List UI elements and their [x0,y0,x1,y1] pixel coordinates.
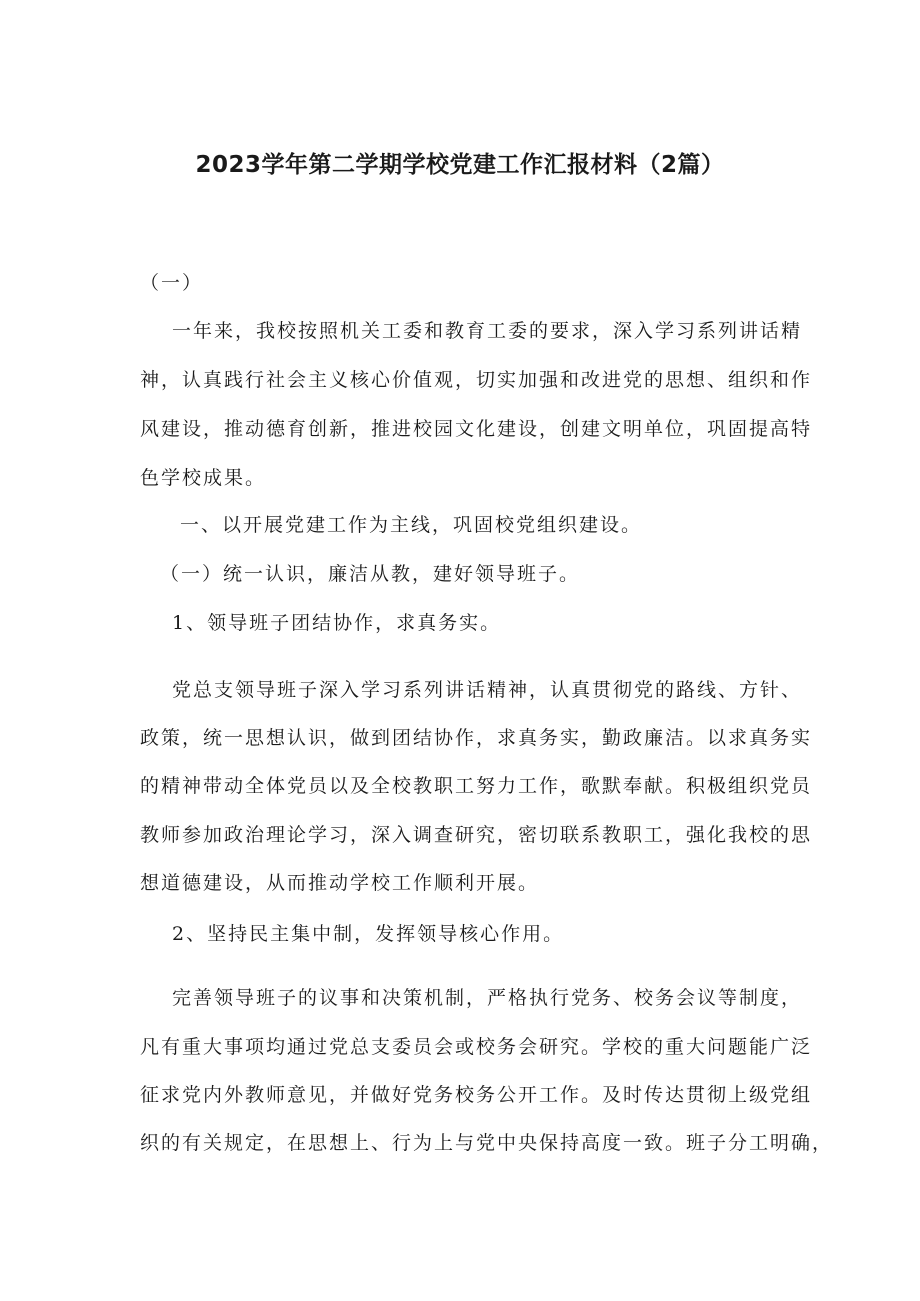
section-marker: （一） [140,272,204,294]
item-1-paragraph-line: 教师参加政治理论学习，深入调查研究，密切联系教职工，强化我校的思 [140,824,813,846]
item-heading: 1、领导班子团结协作，求真务实。 [172,612,502,634]
item-2-paragraph-line: 征求党内外教师意见，并做好党务校务公开工作。及时传达贯彻上级党组 [140,1084,813,1106]
intro-paragraph-line: 神，认真践行社会主义核心价值观，切实加强和改进党的思想、组织和作 [140,369,813,391]
item-2-paragraph-line: 凡有重大事项均通过党总支委员会或校务会研究。学校的重大问题能广泛 [140,1036,813,1058]
intro-paragraph-line: 风建设，推动德育创新，推进校园文化建设，创建文明单位，巩固提高特 [140,418,813,440]
subsection-heading: （一）统一认识，廉洁从教，建好领导班子。 [160,563,581,585]
intro-paragraph-line: 一年来，我校按照机关工委和教育工委的要求，深入学习系列讲话精 [172,320,803,342]
intro-paragraph-line: 色学校成果。 [140,467,267,489]
item-2-paragraph-line: 完善领导班子的议事和决策机制，严格执行党务、校务会议等制度， [172,987,803,1009]
item-1-paragraph-line: 政策，统一思想认识，做到团结协作，求真务实，勤政廉洁。以求真务实 [140,727,813,749]
item-1-paragraph-line: 的精神带动全体党员以及全校教职工努力工作，歌默奉献。积极组织党员 [140,775,813,797]
item-1-paragraph-line: 想道德建设，从而推动学校工作顺利开展。 [140,872,540,894]
item-heading: 2、坚持民主集中制，发挥领导核心作用。 [172,923,565,945]
document-title: 2023学年第二学期学校党建工作汇报材料（2篇） [195,152,725,178]
section-heading: 一、以开展党建工作为主线，巩固校党组织建设。 [180,514,643,536]
item-1-paragraph-line: 党总支领导班子深入学习系列讲话精神，认真贯彻党的路线、方针、 [172,679,803,701]
item-2-paragraph-line: 织的有关规定，在思想上、行为上与党中央保持高度一致。班子分工明确， [140,1132,834,1154]
